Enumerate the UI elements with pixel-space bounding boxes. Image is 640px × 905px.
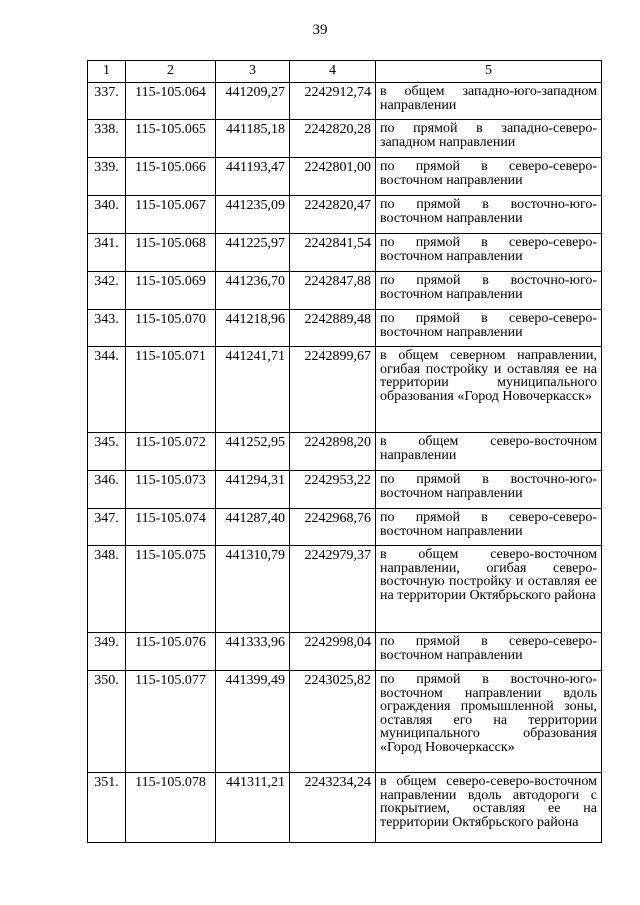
table-row [88, 158, 602, 196]
x-coordinate: 441333,96 [216, 633, 290, 671]
direction-description: в общем северном направлении, огибая постройку и оставляя ее на территории муниципального образования «Город Новочеркасск» [376, 347, 602, 433]
point-id: 115-105.070 [126, 310, 216, 347]
column-header: 3 [216, 61, 290, 83]
table-row [88, 671, 602, 773]
point-id: 115-105.068 [126, 234, 216, 272]
x-coordinate: 441399,49 [216, 671, 290, 773]
point-id: 115-105.077 [126, 671, 216, 773]
row-number: 341. [88, 234, 126, 272]
column-header: 4 [290, 61, 376, 83]
y-coordinate: 2242841,54 [290, 234, 376, 272]
direction-description: в общем северо-восточном направлении [376, 433, 602, 471]
row-number: 337. [88, 83, 126, 120]
point-id: 115-105.065 [126, 120, 216, 158]
row-number: 349. [88, 633, 126, 671]
x-coordinate: 441193,47 [216, 158, 290, 196]
table-row [88, 120, 602, 158]
row-number: 346. [88, 471, 126, 509]
page-number: 39 [312, 22, 328, 38]
table-row [88, 347, 602, 433]
x-coordinate: 441241,71 [216, 347, 290, 433]
x-coordinate: 441294,31 [216, 471, 290, 509]
x-coordinate: 441310,79 [216, 546, 290, 633]
direction-description: в общем северо-северо-восточном направлении вдоль автодороги с покрытием, оставляя ее на территории Октябрьского района [376, 773, 602, 843]
direction-description: в общем северо-восточном направлении, огибая северо-восточную постройку и оставляя ее на территории Октябрьского района [376, 546, 602, 633]
table-row [88, 83, 602, 120]
y-coordinate: 2243025,82 [290, 671, 376, 773]
x-coordinate: 441185,18 [216, 120, 290, 158]
table-row [88, 773, 602, 843]
table-row [88, 433, 602, 471]
row-number: 350. [88, 671, 126, 773]
row-number: 338. [88, 120, 126, 158]
y-coordinate: 2242998,04 [290, 633, 376, 671]
y-coordinate: 2242899,67 [290, 347, 376, 433]
point-id: 115-105.075 [126, 546, 216, 633]
column-header: 5 [376, 61, 602, 83]
column-header: 2 [126, 61, 216, 83]
y-coordinate: 2242953,22 [290, 471, 376, 509]
point-id: 115-105.074 [126, 509, 216, 546]
table-row [88, 471, 602, 509]
row-number: 340. [88, 196, 126, 234]
y-coordinate: 2242847,88 [290, 272, 376, 310]
row-number: 351. [88, 773, 126, 843]
boundary-points-table [87, 60, 602, 843]
table-row [88, 546, 602, 633]
point-id: 115-105.072 [126, 433, 216, 471]
row-number: 345. [88, 433, 126, 471]
point-id: 115-105.071 [126, 347, 216, 433]
y-coordinate: 2242979,37 [290, 546, 376, 633]
x-coordinate: 441311,21 [216, 773, 290, 843]
row-number: 343. [88, 310, 126, 347]
table-row [88, 234, 602, 272]
y-coordinate: 2242898,20 [290, 433, 376, 471]
row-number: 339. [88, 158, 126, 196]
table-row [88, 310, 602, 347]
table-row [88, 272, 602, 310]
direction-description: по прямой в северо-северо-восточном направлении [376, 310, 602, 347]
table-header-row [88, 61, 602, 83]
direction-description: по прямой в северо-северо-восточном направлении [376, 158, 602, 196]
direction-description: по прямой в восточно-юго-восточном направлении [376, 471, 602, 509]
row-number: 348. [88, 546, 126, 633]
y-coordinate: 2242820,47 [290, 196, 376, 234]
y-coordinate: 2242801,00 [290, 158, 376, 196]
table-row [88, 633, 602, 671]
column-header: 1 [88, 61, 126, 83]
table-body [88, 83, 602, 843]
point-id: 115-105.069 [126, 272, 216, 310]
x-coordinate: 441235,09 [216, 196, 290, 234]
direction-description: по прямой в восточно-юго-восточном направлении вдоль ограждения промышленной зоны, оставляя его на территории муниципального образования «Город Новочеркасск» [376, 671, 602, 773]
y-coordinate: 2242889,48 [290, 310, 376, 347]
direction-description: по прямой в северо-северо-восточном направлении [376, 509, 602, 546]
direction-description: по прямой в восточно-юго-восточном направлении [376, 272, 602, 310]
y-coordinate: 2243234,24 [290, 773, 376, 843]
x-coordinate: 441236,70 [216, 272, 290, 310]
point-id: 115-105.064 [126, 83, 216, 120]
x-coordinate: 441218,96 [216, 310, 290, 347]
point-id: 115-105.076 [126, 633, 216, 671]
x-coordinate: 441287,40 [216, 509, 290, 546]
x-coordinate: 441252,95 [216, 433, 290, 471]
point-id: 115-105.073 [126, 471, 216, 509]
y-coordinate: 2242968,76 [290, 509, 376, 546]
direction-description: по прямой в северо-северо-восточном направлении [376, 234, 602, 272]
table-row [88, 196, 602, 234]
point-id: 115-105.078 [126, 773, 216, 843]
row-number: 342. [88, 272, 126, 310]
row-number: 347. [88, 509, 126, 546]
y-coordinate: 2242912,74 [290, 83, 376, 120]
point-id: 115-105.067 [126, 196, 216, 234]
point-id: 115-105.066 [126, 158, 216, 196]
direction-description: по прямой в западно-северо-западном направлении [376, 120, 602, 158]
direction-description: по прямой в восточно-юго-восточном направлении [376, 196, 602, 234]
x-coordinate: 441209,27 [216, 83, 290, 120]
row-number: 344. [88, 347, 126, 433]
y-coordinate: 2242820,28 [290, 120, 376, 158]
direction-description: по прямой в северо-северо-восточном направлении [376, 633, 602, 671]
direction-description: в общем западно-юго-западном направлении [376, 83, 602, 120]
x-coordinate: 441225,97 [216, 234, 290, 272]
table-row [88, 509, 602, 546]
